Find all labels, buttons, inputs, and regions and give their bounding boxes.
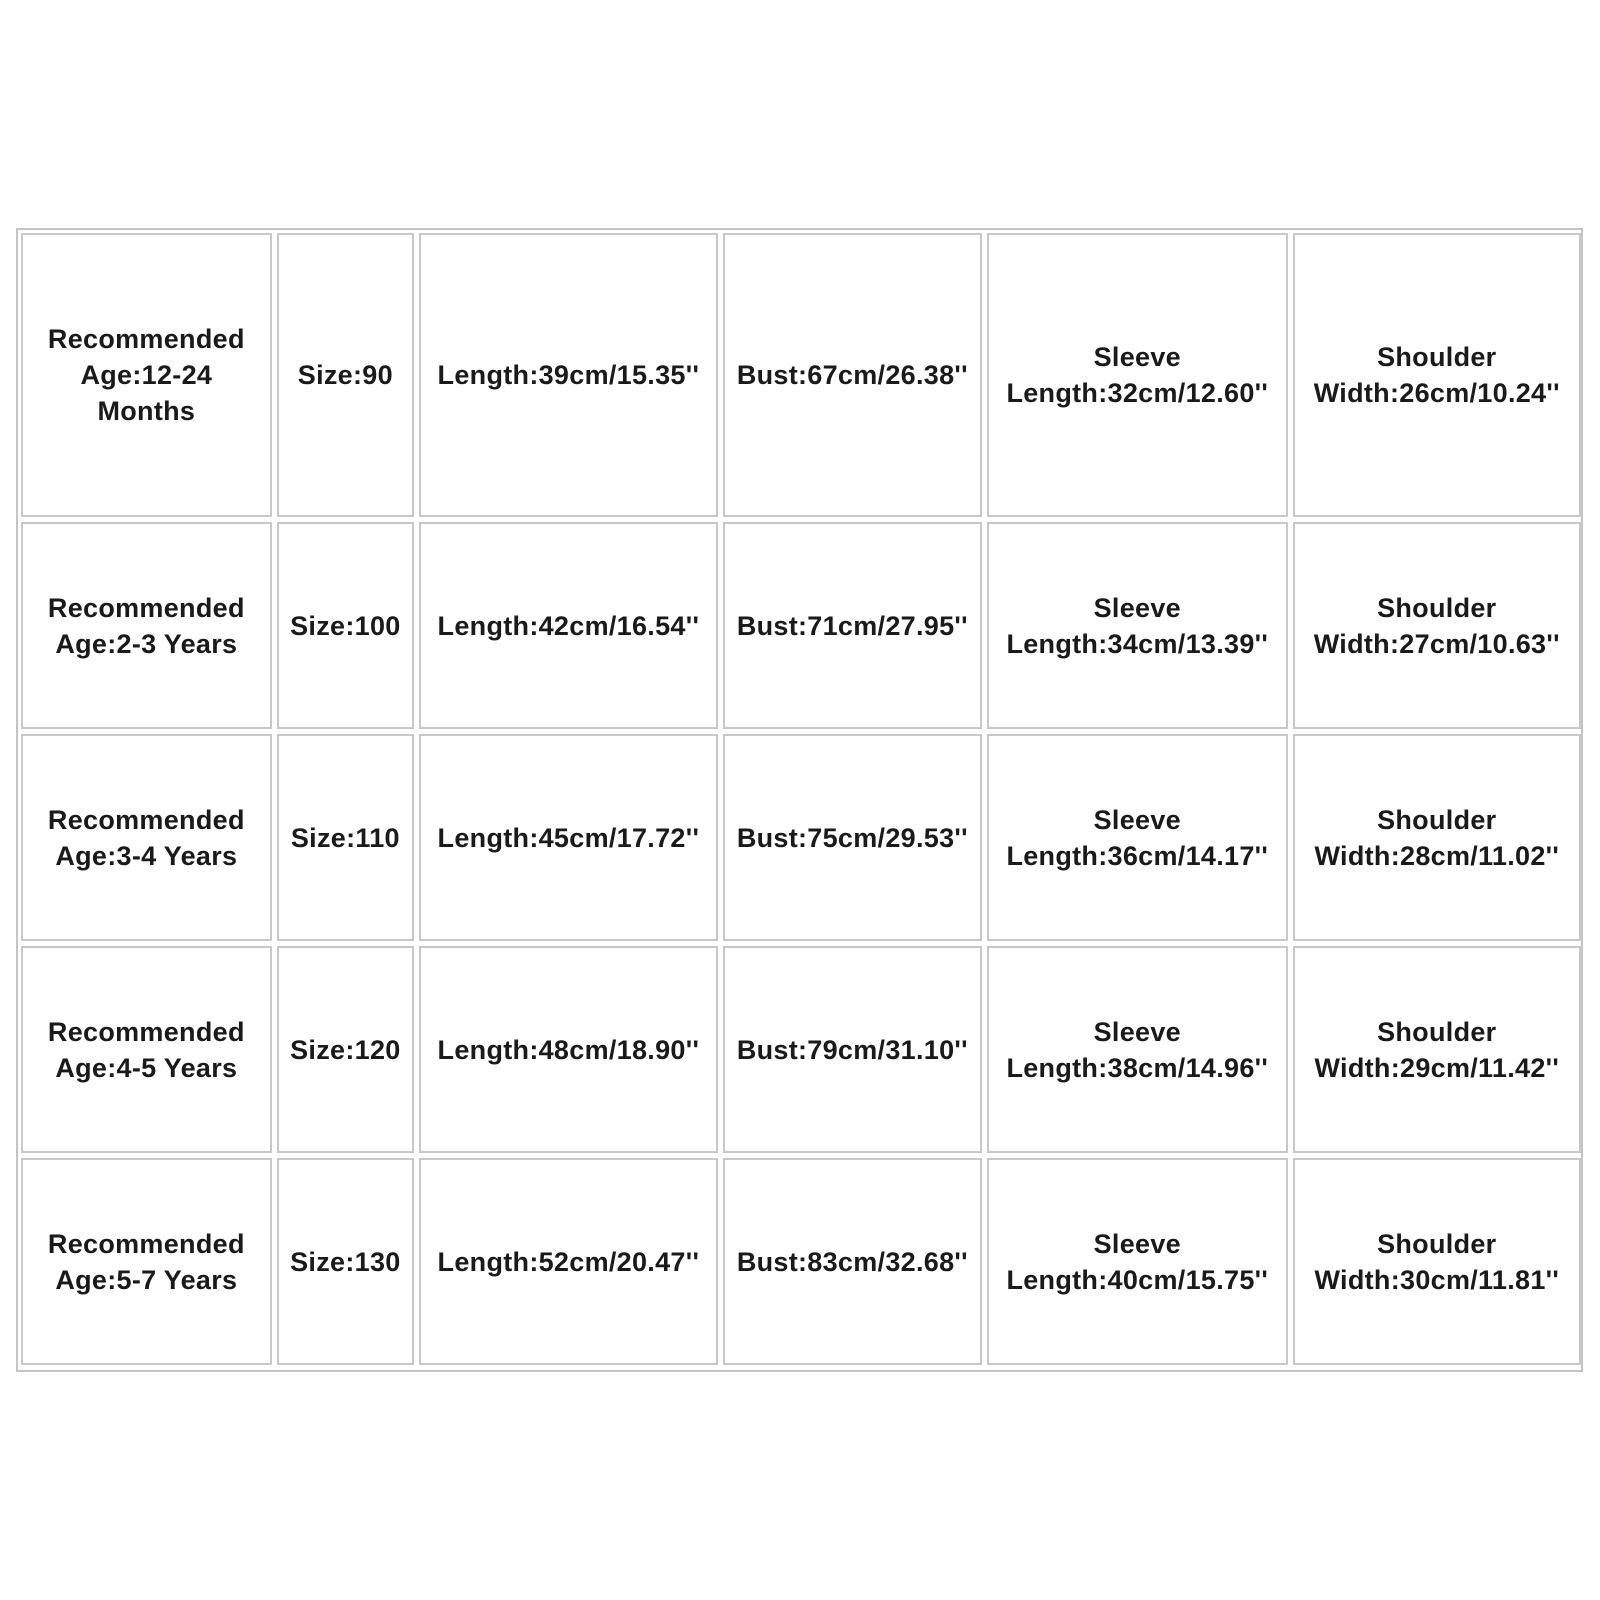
size-cell bbox=[277, 233, 414, 517]
age-cell-line: Recommended bbox=[47, 1016, 245, 1047]
shoulder-width-cell-line: Width:26cm/10.24'' bbox=[1313, 378, 1560, 408]
age-cell-line: Months bbox=[97, 396, 196, 426]
sleeve-length-cell bbox=[987, 734, 1288, 941]
bust-cell-text: Bust:83cm/32.68'' bbox=[736, 1246, 968, 1277]
size-chart-frame bbox=[16, 228, 1583, 1372]
shoulder-width-cell-line: Width:30cm/11.81'' bbox=[1314, 1264, 1560, 1295]
bust-cell-text: Bust:67cm/26.38'' bbox=[736, 360, 968, 390]
size-cell bbox=[277, 946, 414, 1153]
size-cell bbox=[277, 734, 414, 941]
bust-cell bbox=[723, 233, 982, 517]
length-cell-text: Length:52cm/20.47'' bbox=[437, 1246, 700, 1277]
shoulder-width-cell bbox=[1293, 946, 1581, 1153]
size-cell bbox=[277, 1158, 414, 1365]
age-cell-line: Age:3-4 Years bbox=[55, 840, 238, 871]
size-cell-text: Size:90 bbox=[297, 360, 393, 390]
shoulder-width-cell-line: Width:29cm/11.42'' bbox=[1314, 1052, 1560, 1083]
shoulder-width-cell-line: Shoulder bbox=[1377, 342, 1497, 372]
age-cell bbox=[21, 946, 272, 1153]
sleeve-length-cell-line: Length:36cm/14.17'' bbox=[1006, 840, 1269, 871]
age-cell bbox=[21, 522, 272, 729]
size-cell-text: Size:110 bbox=[290, 822, 400, 853]
table-row bbox=[21, 1158, 1581, 1365]
length-cell-text: Length:42cm/16.54'' bbox=[437, 610, 700, 641]
age-cell-line: Age:12-24 bbox=[80, 360, 213, 390]
age-cell-line: Age:2-3 Years bbox=[55, 628, 238, 659]
age-cell-line: Recommended bbox=[47, 804, 245, 835]
shoulder-width-cell-line: Shoulder bbox=[1377, 1228, 1497, 1259]
size-cell bbox=[277, 522, 414, 729]
age-cell bbox=[21, 233, 272, 517]
shoulder-width-cell bbox=[1293, 233, 1581, 517]
shoulder-width-cell bbox=[1293, 1158, 1581, 1365]
size-chart-table bbox=[16, 228, 1586, 1370]
sleeve-length-cell-line: Sleeve bbox=[1093, 592, 1181, 623]
shoulder-width-cell-line: Width:27cm/10.63'' bbox=[1313, 628, 1560, 659]
shoulder-width-cell bbox=[1293, 522, 1581, 729]
sleeve-length-cell-line: Sleeve bbox=[1093, 804, 1181, 835]
table-row bbox=[21, 233, 1581, 517]
shoulder-width-cell-line: Shoulder bbox=[1377, 1016, 1497, 1047]
age-cell-line: Recommended bbox=[47, 1228, 245, 1259]
bust-cell bbox=[723, 946, 982, 1153]
bust-cell-text: Bust:79cm/31.10'' bbox=[736, 1034, 968, 1065]
size-cell-text: Size:100 bbox=[290, 610, 401, 641]
age-cell-line: Recommended bbox=[47, 324, 245, 354]
shoulder-width-cell-line: Shoulder bbox=[1377, 592, 1497, 623]
length-cell bbox=[419, 1158, 718, 1365]
age-cell bbox=[21, 1158, 272, 1365]
length-cell bbox=[419, 233, 718, 517]
size-cell-text: Size:130 bbox=[290, 1246, 401, 1277]
table-row bbox=[21, 946, 1581, 1153]
sleeve-length-cell-line: Sleeve bbox=[1093, 342, 1181, 372]
sleeve-length-cell-line: Length:32cm/12.60'' bbox=[1006, 378, 1269, 408]
age-cell-line: Age:4-5 Years bbox=[55, 1052, 238, 1083]
length-cell-text: Length:48cm/18.90'' bbox=[437, 1034, 700, 1065]
length-cell bbox=[419, 522, 718, 729]
sleeve-length-cell-line: Sleeve bbox=[1093, 1016, 1181, 1047]
sleeve-length-cell-line: Length:40cm/15.75'' bbox=[1006, 1264, 1269, 1295]
length-cell bbox=[419, 946, 718, 1153]
age-cell-line: Age:5-7 Years bbox=[55, 1264, 238, 1295]
sleeve-length-cell bbox=[987, 946, 1288, 1153]
sleeve-length-cell bbox=[987, 522, 1288, 729]
length-cell-text: Length:45cm/17.72'' bbox=[437, 822, 700, 853]
sleeve-length-cell-line: Sleeve bbox=[1093, 1228, 1181, 1259]
sleeve-length-cell-line: Length:38cm/14.96'' bbox=[1006, 1052, 1269, 1083]
length-cell-text: Length:39cm/15.35'' bbox=[437, 360, 700, 390]
bust-cell-text: Bust:71cm/27.95'' bbox=[736, 610, 968, 641]
sleeve-length-cell bbox=[987, 233, 1288, 517]
age-cell bbox=[21, 734, 272, 941]
bust-cell-text: Bust:75cm/29.53'' bbox=[736, 822, 968, 853]
shoulder-width-cell-line: Shoulder bbox=[1377, 804, 1497, 835]
size-cell-text: Size:120 bbox=[290, 1034, 401, 1065]
table-row bbox=[21, 734, 1581, 941]
table-row bbox=[21, 522, 1581, 729]
sleeve-length-cell-line: Length:34cm/13.39'' bbox=[1006, 628, 1269, 659]
bust-cell bbox=[723, 522, 982, 729]
length-cell bbox=[419, 734, 718, 941]
bust-cell bbox=[723, 1158, 982, 1365]
shoulder-width-cell bbox=[1293, 734, 1581, 941]
sleeve-length-cell bbox=[987, 1158, 1288, 1365]
bust-cell bbox=[723, 734, 982, 941]
shoulder-width-cell-line: Width:28cm/11.02'' bbox=[1314, 840, 1560, 871]
age-cell-line: Recommended bbox=[47, 592, 245, 623]
